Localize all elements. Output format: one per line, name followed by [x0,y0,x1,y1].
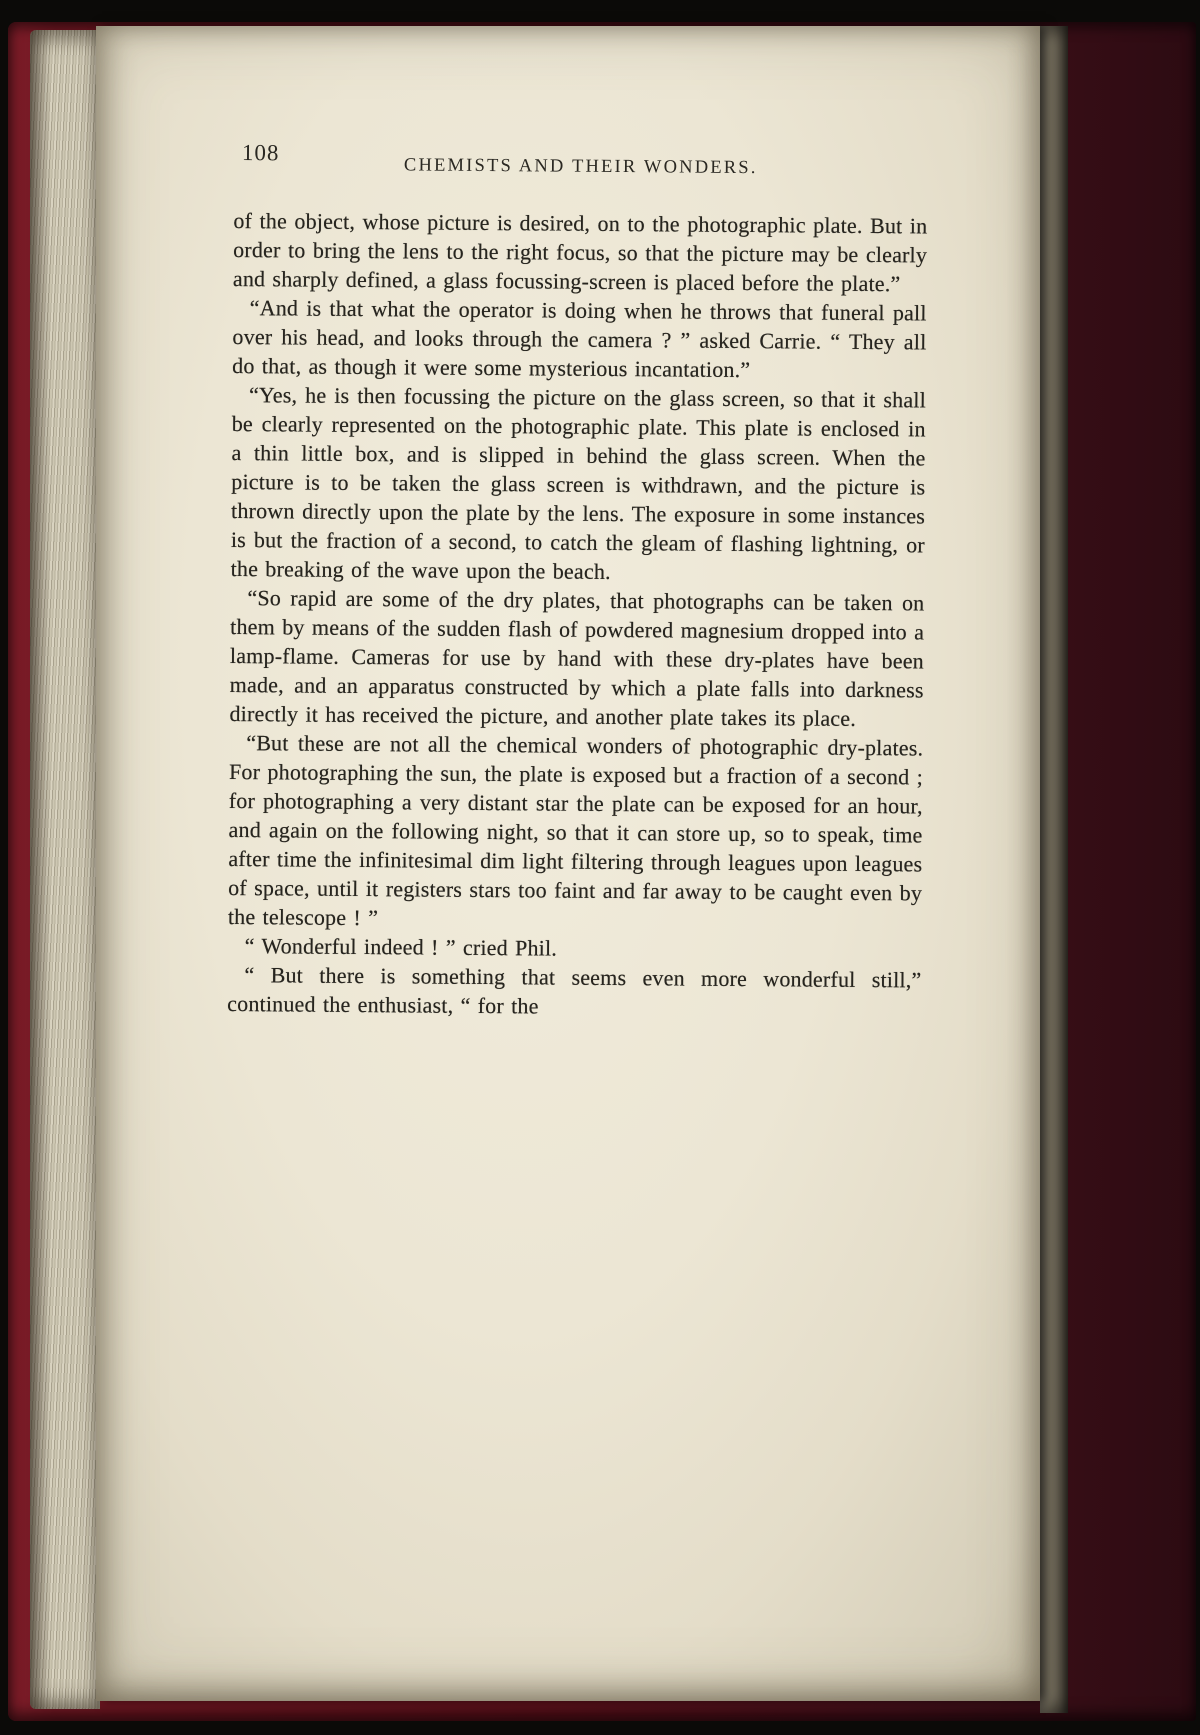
paragraph: “ But there is something that seems even more wonderful still,” continued the enthusiast, “ for the [227,962,922,1019]
book-page [96,26,1040,1701]
paragraph: “Yes, he is then focussing the picture on the glass screen, so that it shall be clearly represented on the photographic plate. This plate is enclosed in a thin little box, and is slipped in behind the glass screen. When the picture is to be taken the glass screen is withdrawn, and the picture is thrown directly upon the plate by the lens. The exposure in some instances is but the fraction of a second, to catch the gleam of flashing lightning, or the breaking of the wave upon the beach. [230,382,927,584]
paragraph: “And is that what the operator is doing when he throws that funeral pall over his head, and looks through the camera ? ” asked Carrie. “ They all do that, as though it were some mysterious incantation.” [232,295,927,383]
paragraph: “But these are not all the chemical wonders of photographic dry-plates. For photographing the sun, the plate is exposed but a fraction of a second ; for photographing a very distant star the plate can be exposed for an hour, and again on the following night, so that it can store up, so to speak, time after time the infinitesimal dim light filtering through leagues upon leagues of space, until it registers stars too faint and far away to be caught even by the telescope ! ” [227,730,924,931]
text-block [227,206,927,1023]
page-stack-edges [30,30,100,1709]
right-page-edge [1040,26,1068,1713]
paragraph: of the object, whose picture is desired, on to the photographic plate. But in order to bring the lens to the right focus, so that the picture may be clearly and sharply defined, a glass focussing-screen is placed before the plate.” [232,207,928,297]
paragraph: “So rapid are some of the dry plates, that photographs can be taken on them by means of the sudden flash of powdered magnesium dropped into a lamp-flame. Cameras for use by hand with these dry-plates have been made, and an apparatus constructed by which a plate falls into darkness directly it has received the picture, and another plate takes its place. [229,585,925,731]
page-content [227,142,928,1023]
page-number: 108 [241,140,280,166]
running-header: CHEMISTS AND THEIR WONDERS. [403,155,758,179]
page-header [234,142,928,193]
paragraph: “ Wonderful indeed ! ” cried Phil. [244,933,558,961]
